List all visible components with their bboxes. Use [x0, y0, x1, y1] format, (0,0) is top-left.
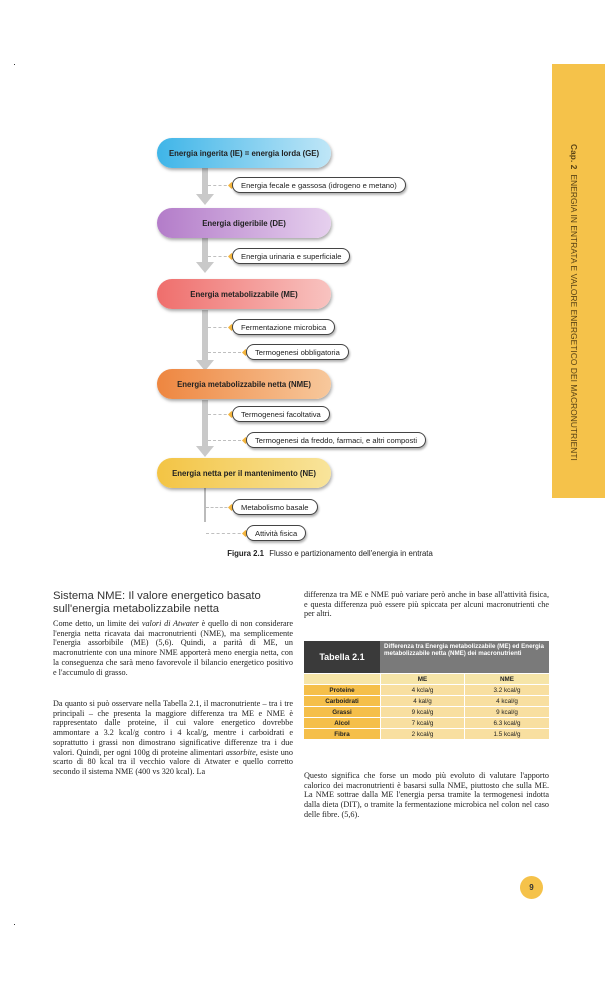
loss-fecal-gaseous: Energia fecale e gassosa (idrogeno e metano)	[232, 177, 406, 193]
paragraph: differenza tra ME e NME può variare però anche in base all'attività fisica, e questa differenza può essere più spiccata per alcuni macronutrienti che per altri.	[304, 590, 549, 619]
use-basal-metabolism: Metabolismo basale	[232, 499, 318, 515]
stage-net-energy-maintenance: Energia netta per il mantenimento (NE)	[157, 458, 331, 488]
table-row	[304, 684, 549, 695]
paragraph-text: Da quanto si può osservare nella Tabella 2.1, il macronutriente – tra i tre principali – che presenta la maggiore differenza tra ME e NME è rappresentato dalle proteine, il cui valore energetico dovrebbe ammontare a 3.2 kcal/g contro i 4 kcal/g, mentre i carboidrati e soprattutto i grassi non dimostrano significative differenze tra i due valori. Quindi, per ogni 100g di proteine alimentari	[53, 699, 293, 757]
paragraph-text: , esiste uno scarto di 80 kcal tra il vecchio valore di Atwater e quello corretto secondo il sistema NME (400 vs 320 kcal). La	[53, 747, 293, 776]
table-cell: 6.3 kcal/g	[464, 717, 549, 728]
flow-connector	[202, 238, 208, 264]
table-cell: Carboidrati	[304, 695, 380, 706]
table-cell: 9 kcal/g	[380, 706, 464, 717]
chapter-number: Cap. 2	[569, 144, 579, 170]
table-cell: Fibra	[304, 728, 380, 739]
flow-arrow	[196, 446, 214, 457]
flow-connector	[202, 310, 208, 362]
loss-cold-drugs-thermogenesis: Termogenesi da freddo, farmaci, e altri composti	[246, 432, 426, 448]
table-row	[304, 695, 549, 706]
table-row	[304, 706, 549, 717]
stage-metabolizable-energy: Energia metabolizzabile (ME)	[157, 279, 331, 309]
flow-arrow	[196, 262, 214, 273]
branch-line	[208, 440, 246, 441]
loss-urinary-surface: Energia urinaria e superficiale	[232, 248, 350, 264]
paragraph-emphasis: valori di Atwater	[141, 619, 199, 628]
table-cell: 4 kcal/g	[464, 695, 549, 706]
figure-caption	[130, 549, 530, 558]
loss-obligatory-thermogenesis: Termogenesi obbligatoria	[246, 344, 349, 360]
table-header	[304, 641, 549, 673]
branch-line	[208, 352, 246, 353]
table-row	[304, 728, 549, 739]
flow-arrow	[196, 194, 214, 205]
loss-facultative-thermogenesis: Termogenesi facoltativa	[232, 406, 330, 422]
table-cell: Grassi	[304, 706, 380, 717]
table-cell: Alcol	[304, 717, 380, 728]
table-label: Tabella 2.1	[304, 641, 380, 673]
table-cell: Proteine	[304, 684, 380, 695]
stage-net-metabolizable-energy: Energia metabolizzabile netta (NME)	[157, 369, 331, 399]
table-caption: Differenza tra Energia metabolizzabile (ME) ed Energia metabolizzabile netta (NME) dei macronutrienti	[380, 641, 549, 673]
loss-microbial-fermentation: Fermentazione microbica	[232, 319, 335, 335]
table-column-headers	[304, 673, 549, 684]
table-cell: 2 kcal/g	[380, 728, 464, 739]
stage-gross-energy: Energia ingerita (IE) = energia lorda (GE)	[157, 138, 331, 168]
paragraph-emphasis: assorbite	[225, 747, 256, 757]
figure-caption-text: Flusso e partizionamento dell'energia in entrata	[269, 549, 433, 558]
paragraph: Questo significa che forse un modo più evoluto di valutare l'apporto calorico dei macronutrienti è basarsi sulla NME, piuttosto che sulla ME. La NME sottrae dalla ME l'energia persa tramite la termogenesi indotta dalla dieta (DIT), o tramite la fermentazione microbica nel colon nel caso delle fibre. (5,6).	[304, 771, 549, 819]
table-header-cell	[304, 673, 380, 684]
paragraph	[53, 699, 293, 777]
table-cell: 4 kal/g	[380, 695, 464, 706]
table-header-cell: ME	[380, 673, 464, 684]
flow-connector	[204, 488, 206, 522]
branch-line	[206, 533, 246, 534]
flow-connector	[202, 168, 208, 196]
table-cell: 4 kcla/g	[380, 684, 464, 695]
section-title: Sistema NME: Il valore energetico basato sull'energia metabolizzabile netta	[53, 590, 261, 615]
chapter-title: ENERGIA IN ENTRATA E VALORE ENERGETICO DEI MACRONUTRIENTI	[569, 174, 579, 461]
page-number: 9	[520, 876, 543, 899]
paragraph-text: Come detto, un limite dei	[53, 619, 142, 628]
table-cell: 3.2 kcal/g	[464, 684, 549, 695]
figure-label: Figura 2.1	[227, 549, 265, 558]
use-physical-activity: Attività fisica	[246, 525, 306, 541]
table-row	[304, 717, 549, 728]
table-cell: 7 kcal/g	[380, 717, 464, 728]
crop-mark	[14, 924, 15, 925]
table-cell: 9 kcal/g	[464, 706, 549, 717]
table-cell: 1.5 kcal/g	[464, 728, 549, 739]
table-2-1	[304, 641, 549, 739]
paragraph-text: è quello di non considerare l'energia netta ricavata dai macronutrienti (NME), ma semplicemente l'energia assorbibile (ME) (5,6). Quindi, a parità di ME, un macronutriente con una minore NME apporterà meno energia netta, con la conseguenza che sarà meno favorevole il bilancio energetico positivo e l'accumulo di grasso.	[53, 619, 293, 677]
paragraph	[53, 619, 293, 677]
table-header-cell: NME	[464, 673, 549, 684]
stage-digestible-energy: Energia digeribile (DE)	[157, 208, 331, 238]
